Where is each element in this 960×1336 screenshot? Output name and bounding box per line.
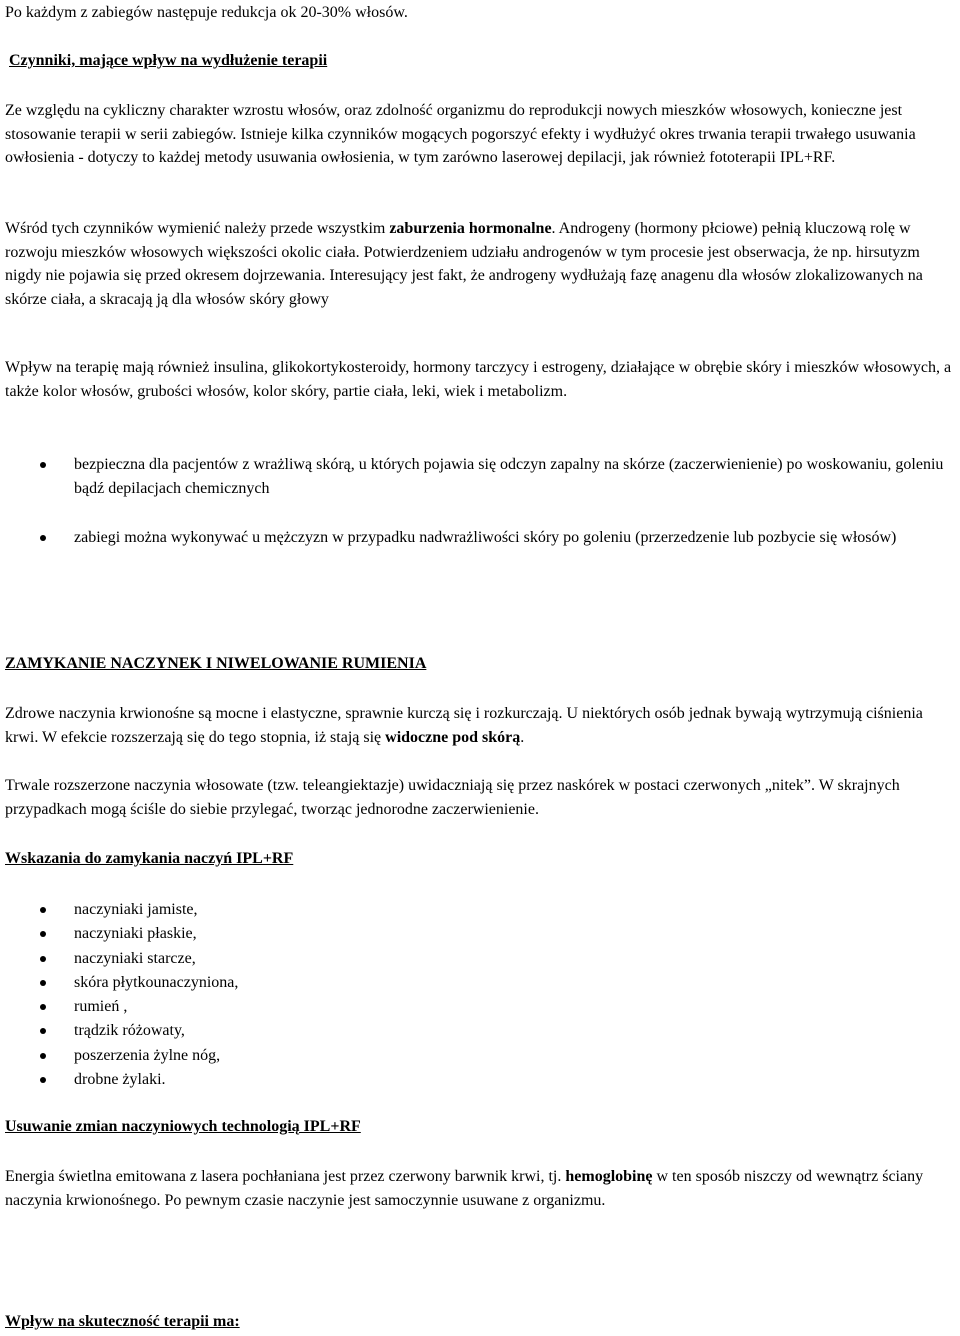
list-safety: [5, 453, 960, 550]
hormones-lead: Wśród tych czynników wymienić należy przede wszystkim: [5, 220, 390, 237]
heading-factors: [5, 49, 960, 73]
list-item: zabiegi można wykonywać u mężczyzn w przypadku nadwrażliwości skóry po goleniu (przerzedzenie lub pozbycie się włosów): [5, 526, 960, 550]
list-item: skóra płytkounaczyniona,: [5, 971, 960, 995]
paragraph-cyclic: Ze względu na cykliczny charakter wzrostu włosów, oraz zdolność organizmu do reprodukcji nowych mieszków włosowych, konieczne jest stosowanie terapii w serii zabiegów. Istnieje kilka czynników mogących pogorszyć efekty i wydłużyć okres trwania terapii trwałego usuwania owłosienia - dotyczy to każdej metody usuwania owłosienia, w tym zarówno laserowej depilacji, jak również fototerapii IPL+RF.: [5, 102, 916, 166]
healthy-lead: Zdrowe naczynia krwionośne są mocne i elastyczne, sprawnie kurczą się i rozkurczają. U niektórych osób jednak bywają wytrzymują ciśnienia krwi. W efekcie rozszerzają się do tego stopnia, iż stają się: [5, 705, 923, 746]
heading-effectiveness-text: Wpływ na skuteczność terapii ma:: [5, 1313, 240, 1330]
list-item: naczyniaki płaskie,: [5, 922, 960, 946]
healthy-rest: .: [520, 728, 525, 746]
list-item: naczyniaki jamiste,: [5, 898, 960, 922]
energy-bold: hemoglobinę: [565, 1168, 653, 1185]
energy-lead: Energia świetlna emitowana z lasera pochłaniana jest przez czerwony barwnik krwi, tj.: [5, 1168, 566, 1185]
energy-rest: w ten sposób niszczy od wewnątrz ściany naczynia krwionośnego. Po pewnym czasie naczynie jest samoczynnie usuwane z organizmu.: [5, 1168, 924, 1209]
paragraph-energy: [5, 1165, 960, 1212]
list-item: rumień ,: [5, 995, 960, 1019]
paragraph-telangiectasia: Trwale rozszerzone naczynia włosowate (tzw. teleangiektazje) uwidaczniają się przez naskórek w postaci czerwonych „nitek”. W skrajnych przypadkach mogą ściśle do siebie przylegać, tworząc jednorodne zaczerwienienie.: [5, 777, 900, 818]
hormones-rest: . Androgeny (hormony płciowe) pełnią kluczową rolę w rozwoju mieszków włosowych większości okolic ciała. Potwierdzeniem udziału androgenów w tym procesie jest obserwacja, że np. hirsutyzm nigdy nie pojawia się przed okresem dojrzewania. Interesujący jest fakt, że androgeny wydłużają fazę anagenu dla włosów zlokalizowanych na skórze ciała, a skracają ją dla włosów skóry głowy: [5, 220, 923, 308]
paragraph-reduction: Po każdym z zabiegów następuje redukcja ok 20-30% włosów.: [5, 4, 408, 21]
hormones-bold: zaburzenia hormonalne: [389, 220, 552, 237]
heading-indications-text: Wskazania do zamykania naczyń IPL+RF: [5, 850, 294, 867]
paragraph-influence: Wpływ na terapię mają również insulina, glikokortykosteroidy, hormony tarczycy i estrogeny, działające w obrębie skóry i mieszków włosowych, a także kolor włosów, grubości włosów, kolor skóry, partie ciała, leki, wiek i metabolizm.: [5, 359, 952, 400]
list-indications: [5, 898, 960, 1092]
paragraph-healthy: [5, 702, 960, 749]
heading-removal-text: Usuwanie zmian naczyniowych technologią IPL+RF: [5, 1118, 361, 1135]
heading-factors-text: Czynniki, mające wpływ na wydłużenie terapii: [9, 52, 328, 69]
heading-effectiveness: [5, 1310, 960, 1334]
list-item: naczyniaki starcze,: [5, 947, 960, 971]
healthy-bold: widoczne pod skórą: [385, 728, 521, 746]
heading-vessels-text: ZAMYKANIE NACZYNEK I NIWELOWANIE RUMIENIA: [5, 655, 427, 672]
list-item: bezpieczna dla pacjentów z wrażliwą skórą, u których pojawia się odczyn zapalny na skórze (zaczerwienienie) po woskowaniu, goleniu bądź depilacjach chemicznych: [5, 453, 960, 500]
list-item: trądzik różowaty,: [5, 1019, 960, 1043]
heading-indications: [5, 847, 960, 871]
list-item: poszerzenia żylne nóg,: [5, 1044, 960, 1068]
list-item: drobne żylaki.: [5, 1068, 960, 1092]
heading-vessels: [5, 652, 960, 676]
heading-removal: [5, 1115, 960, 1139]
paragraph-hormones: [5, 217, 960, 311]
